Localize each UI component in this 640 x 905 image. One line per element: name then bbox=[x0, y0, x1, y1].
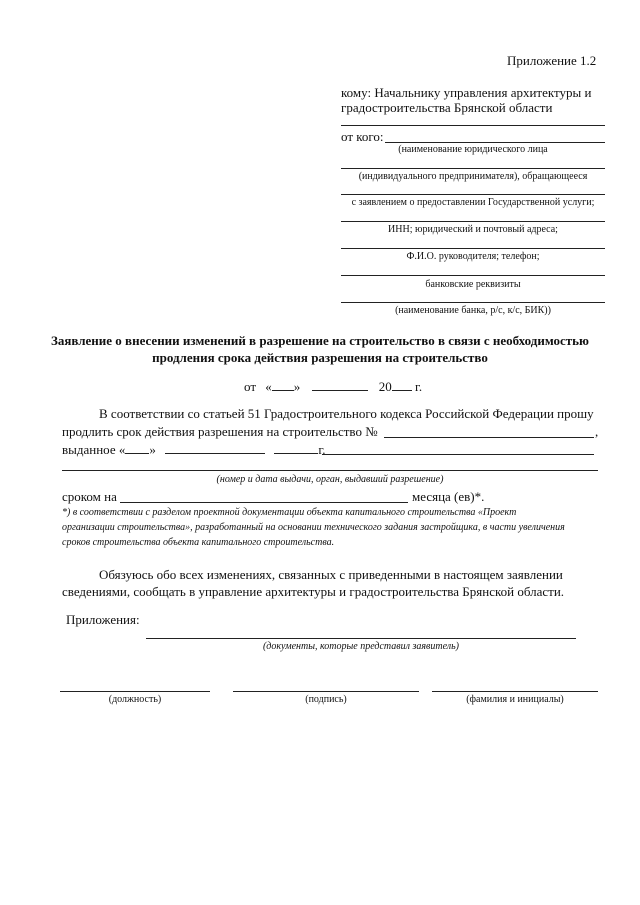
sender-hint-5: Ф.И.О. руководителя; телефон; bbox=[406, 251, 540, 262]
full-name-hint: (фамилия и инициалы) bbox=[466, 694, 564, 705]
date-line bbox=[244, 378, 422, 395]
sender-hint-3: с заявлением о предоставлении Государственной услуги; bbox=[351, 197, 595, 208]
term-suffix: месяца (ев)*. bbox=[412, 489, 485, 504]
term-field[interactable] bbox=[120, 502, 408, 503]
sender-line-2[interactable] bbox=[341, 168, 605, 169]
sender-line-4[interactable] bbox=[341, 221, 605, 222]
recipient-underline bbox=[341, 125, 605, 126]
paragraph-1-line-2: продлить срок действия разрешения на строительство № bbox=[62, 424, 378, 439]
attachments-field[interactable] bbox=[146, 638, 576, 639]
issued-month-field[interactable] bbox=[165, 441, 265, 454]
date-year-suffix: г. bbox=[415, 379, 423, 394]
issued-day-field[interactable] bbox=[125, 441, 149, 454]
sender-line-1[interactable] bbox=[385, 142, 605, 143]
sender-hint-2: (индивидуального предпринимателя), обращающееся bbox=[358, 171, 588, 182]
term-label: сроком на bbox=[62, 489, 117, 504]
footnote-line-2: организации строительства», разработанный на основании технического задания застройщика, в части увеличения bbox=[62, 522, 565, 533]
sender-label: от кого: bbox=[341, 129, 384, 144]
date-year-prefix: 20 bbox=[378, 379, 392, 394]
recipient-line-2: градостроительства Брянской области bbox=[341, 100, 553, 115]
issued-open-quote: « bbox=[118, 442, 126, 457]
attachments-hint: (документы, которые представил заявитель) bbox=[262, 641, 460, 652]
sender-line-6[interactable] bbox=[341, 275, 605, 276]
paragraph-1-comma: , bbox=[595, 424, 599, 439]
date-month-field[interactable] bbox=[312, 378, 368, 391]
full-name-field[interactable] bbox=[432, 691, 598, 692]
date-from: от bbox=[244, 379, 257, 394]
date-open-quote: « bbox=[265, 379, 272, 394]
date-day-field[interactable] bbox=[272, 378, 294, 391]
signature-hint: (подпись) bbox=[305, 694, 347, 705]
sender-hint-6: банковские реквизиты bbox=[425, 279, 521, 290]
date-close-quote: » bbox=[293, 379, 301, 394]
paragraph-1-line-1: В соответствии со статьей 51 Градостроительного кодекса Российской Федерации прошу bbox=[99, 406, 594, 421]
permit-details-field[interactable] bbox=[62, 470, 598, 471]
position-hint: (должность) bbox=[108, 694, 162, 705]
permit-details-hint: (номер и дата выдачи, орган, выдавший разрешение) bbox=[216, 474, 444, 485]
recipient-line-1: кому: Начальнику управления архитектуры и bbox=[341, 85, 592, 100]
issued-line bbox=[62, 441, 325, 458]
document-title-line-1: Заявление о внесении изменений в разрешение на строительство в связи с необходимостью bbox=[51, 333, 589, 348]
paragraph-2-line-2: сведениями, сообщать в управление архитектуры и градостроительства Брянской области. bbox=[62, 584, 565, 599]
sender-hint-1: (наименование юридического лица bbox=[398, 144, 548, 155]
sender-hint-4: ИНН; юридический и почтовый адреса; bbox=[388, 224, 558, 235]
annex-label: Приложение 1.2 bbox=[507, 53, 597, 68]
sender-line-5[interactable] bbox=[341, 248, 605, 249]
issued-year-field[interactable] bbox=[274, 441, 318, 454]
footnote-line-3: сроков строительства объекта капитального строительства. bbox=[62, 537, 335, 548]
date-year-field[interactable] bbox=[392, 378, 412, 391]
position-field[interactable] bbox=[60, 691, 210, 692]
footnote-line-1: *) в соответствии с разделом проектной документации объекта капитального строительства «Проект bbox=[62, 507, 517, 518]
sender-line-3[interactable] bbox=[341, 194, 605, 195]
document-title-line-2: продления срока действия разрешения на строительство bbox=[152, 350, 488, 365]
issued-close-quote: » bbox=[149, 442, 156, 457]
sender-hint-7: (наименование банка, р/с, к/с, БИК)) bbox=[395, 305, 551, 316]
signature-field[interactable] bbox=[233, 691, 419, 692]
sender-line-7[interactable] bbox=[341, 302, 605, 303]
attachments-label: Приложения: bbox=[66, 612, 140, 627]
paragraph-2-line-1: Обязуюсь обо всех изменениях, связанных с приведенными в настоящем заявлении bbox=[99, 567, 563, 582]
issued-year-mark: г. bbox=[318, 442, 326, 457]
permit-number-field[interactable] bbox=[384, 437, 594, 438]
issued-label: выданное bbox=[62, 442, 116, 457]
issuing-authority-field[interactable] bbox=[322, 454, 594, 455]
